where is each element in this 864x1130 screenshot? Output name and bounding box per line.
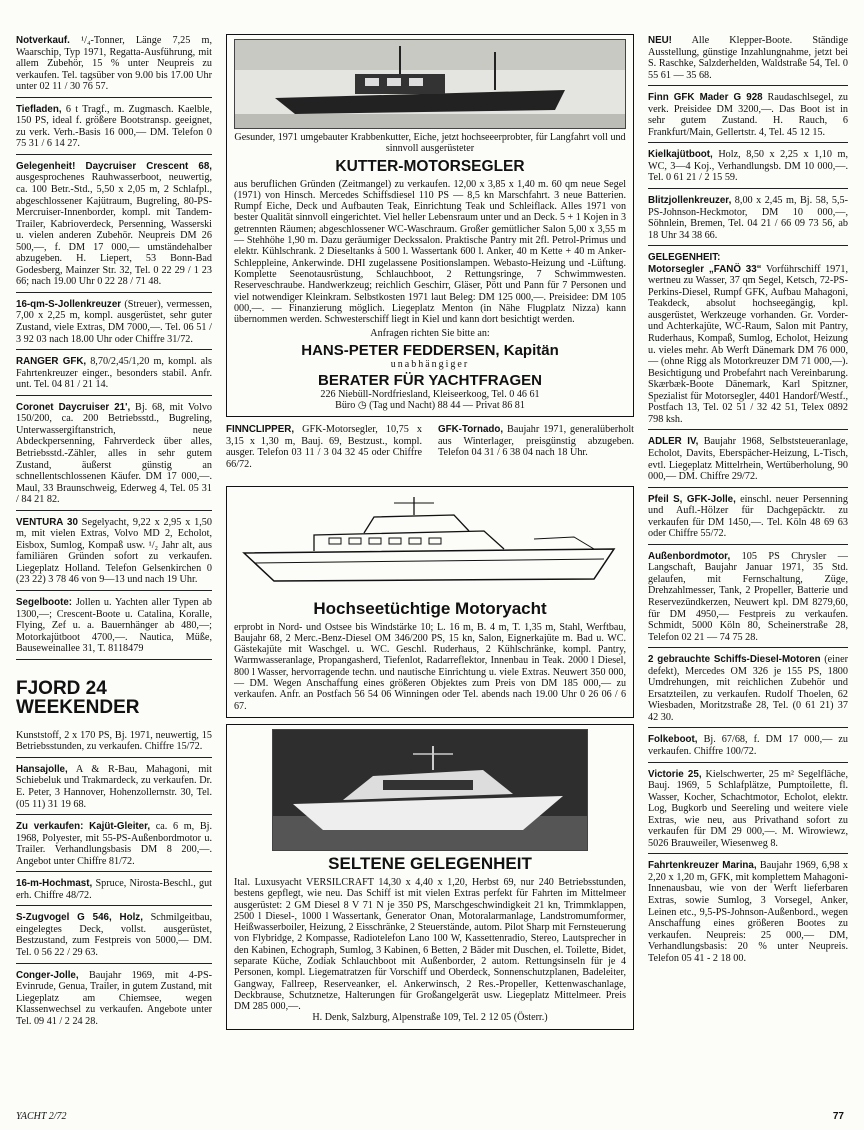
classified-ad <box>16 401 212 511</box>
magazine-issue-label: YACHT 2/72 <box>16 1111 67 1122</box>
classified-ad <box>648 859 848 968</box>
ad-heading: Fahrtenkreuzer Marina, <box>648 860 757 872</box>
ad-heading: Zu verkaufen: Kajüt-Gleiter, <box>16 821 151 833</box>
ad-body: Schmilgeitbau, eingelegtes Deck, vollst. ausgerüstet, Bestzustand, zum Festpreis von 5000,— DM. Tel. 0 56 22 / 29 63. <box>16 912 212 958</box>
classified-ad <box>648 733 848 762</box>
ad-heading: Victorie 25, <box>648 768 702 780</box>
yacht-photo <box>272 729 588 851</box>
ad-heading: Blitzjollenkreuzer, <box>648 195 732 207</box>
ad-body: Bj. 67/68, f. DM 17 000,— zu verkaufen. Chiffre 100/72. <box>648 734 848 757</box>
versilcraft-title: SELTENE GELEGENHEIT <box>328 853 532 873</box>
mid-pair-ads <box>226 423 634 479</box>
kutter-ad-box <box>226 34 634 417</box>
classified-ad <box>16 969 212 1032</box>
boat-photo <box>234 39 626 129</box>
kutter-independent: unabhängiger <box>390 358 470 370</box>
ad-body: Jollen u. Yachten aller Typen ab 1300,—; Crescent-Boote u. Catalina, Koralle, Flying, Zef u. a. Bauernhänger ab 480,—; Motorkajütboot 4700,—. Nautica, Müße, Bauseweinallee 31, T. 8118479 <box>16 596 212 655</box>
ad-body: A & R-Bau, Mahagoni, mit Schiebeluk und Trakmardeck, zu verkaufen. Dr. E. Peter, 3 Hannover, Hohenzollernstr. 30, Tel. (05 11) 31 19 68. <box>16 763 212 810</box>
ad-body: Spruce, Nirosta-Beschl., gut erh. Chiffre 48/72. <box>16 878 212 901</box>
ad-body: Bj. 68, mit Volvo 150/200, ca. 200 Betriebsstd., Bugreling, Unterwassergiftanstrich, neue Abdeckpersenning, Fahrverdeck über alles, Betriebsstd.-Zähler, alles in sehr gutem Zustand, äußerst günstig an schnellentschlossenen Käufer. DM 17 000,—. Maul, 33 Braunschweig, Ederweg 4, Tel. 05 31 / 84 21 82. <box>16 401 212 506</box>
ad-body: Segelyacht, 9,22 x 2,95 x 1,50 m, mit vielen Extras, Volvo MD 2, Echolot, Eisbox, Sumlog, Kompaß usw. ¹/₂ Jahr alt, aus familiären Gründen sofort zu verkaufen. Liegeplatz Holland. Telefon Gelsenkirchen 0 (23 22) 3 78 46 von 9—13 und nach 19 Uhr. <box>16 516 212 586</box>
ad-heading: Gelegenheit! Daycruiser Crescent 68, <box>16 160 212 172</box>
ad-heading: Segelboote: <box>16 596 73 608</box>
ad-heading: GELEGENHEIT: Motorsegler „FANÖ 33“ <box>648 252 762 275</box>
ad-heading: Hansajolle, <box>16 763 68 775</box>
ad-body: GFK-Motorsegler, 10,75 x 3,15 x 1,30 m, Bauj. 69, Bestzust., kompl. ausger. Telefon 03 11 / 3 04 32 45 oder Chiffre 66/72. <box>226 424 422 470</box>
classified-ad <box>648 435 848 487</box>
ad-heading: FINNCLIPPER, <box>226 424 295 436</box>
ad-body: (einer defekt), Mercedes OM 326 je 155 PS, 1800 Umdrehungen, mit reichlichen Zubehör und Ersatzteilen, zu verkaufen. Rudolf Thoelen, 62 Wiesbaden, Moritzstraße 28, Tel. (0 61 21) 37 42 30. <box>648 654 848 723</box>
fjord-body: Kunststoff, 2 x 170 PS, Bj. 1971, neuwertig, 15 Betriebsstunden, zu verkaufen. Chiffre 15/72. <box>16 729 212 753</box>
ad-body: 8,00 x 2,45 m, Bj. 58, 5,5-PS-Johnson-Heckmotor, DM 10 000,—, Söhnlein, Bremen, Tel. 04 21 / 66 09 73 56, ab 18 Uhr 34 38 66. <box>648 195 848 241</box>
classified-ad <box>648 194 848 246</box>
ad-body: Alle Klepper-Boote. Ständige Ausstellung, günstige Inzahlungnahme, jetzt bei S. Raschke, Salzderhelden, Waldstraße 54, Tel. 0 55 61 — 35 68. <box>648 35 848 81</box>
fjord-title: FJORD 24 WEEKENDER <box>16 678 140 719</box>
ad-body: Raudaschlsegel, zu verk. Preisidee DM 3200,—. Das Boot ist in sehr gutem Zustand. H. Rauch, 6 Frankfurt/Main, Gellertstr. 4, Tel. 45 12 15. <box>648 92 848 138</box>
kutter-contact-name: HANS-PETER FEDDERSEN, Kapitän <box>301 341 559 359</box>
motoryacht-ad-box <box>226 486 634 718</box>
ad-heading: Finn GFK Mader G 928 <box>648 92 763 104</box>
ad-body: einschl. neuer Persenning und Aufl.-Hölzer für Dachgepäcktr. zu verkaufen für DM 1450,—. Tel. Köln 48 69 63 oder Chiffre 55/72. <box>648 493 848 540</box>
ad-body: Kielschwerter, 25 m² Segelfläche, Bauj. 1969, 5 Schlafplätze, Pumptoilette, fl. Wasser, Kocher, Schachtmotor, Echolot, elektr. Log, Bugkorb und Seereling und weitere viele Extras, wie neu, aus Privathand sofort zu verkaufen für DM 29 000,—. M. Wirowiewz, 5026 Brauweiler, Wiesenweg 8. <box>648 768 848 849</box>
classified-ad <box>438 423 634 474</box>
classified-ad <box>648 550 848 648</box>
classified-ad <box>648 148 848 189</box>
classified-ad <box>16 34 212 98</box>
ad-body: 6 t Tragf., m. Zugmasch. Kaelble, 150 PS, ideal f. größere Bootstransp. geeignet, zu verk. Verh.-Basis 16 000,— DM. Telefon 0 75 31 / 6 14 27. <box>16 103 212 150</box>
classified-ad <box>16 877 212 906</box>
classified-ad <box>648 768 848 855</box>
ad-body: ausgesprochenes Rauhwasserboot, neuwertig, ca. 100 Betr.-Std., 5,50 x 2,05 m, 2 Schlafpl., abgeschlossener Kajütraum, Bugreling, 80-PS-Mercruiser-Innenborder, kompl. mit Tandem-Trailer, Kabrioverdeck, Persenning, Wasserski u. vielen anderen Zubehör. Neupreis DM 26 500,—, f. DM 17 000,— umständehalber abzugeben. H. Liepert, 53 Bonn-Bad Godesberg, Mainzer Str. 32, Tel. 0 22 29 / 1 23 66; nach 19.00 Uhr 0 22 28 / 71 48. <box>16 172 212 288</box>
ad-body: 8,70/2,45/1,20 m, kompl. als Fahrtenkreuzer einger., besonders stabil. Anfr. unt. Tel. 04 81 / 21 14. <box>16 356 212 391</box>
versilcraft-contact: H. Denk, Salzburg, Alpenstraße 109, Tel. 2 12 05 (Österr.) <box>312 1012 548 1024</box>
classified-ad <box>16 763 212 815</box>
classified-ad <box>648 493 848 545</box>
ad-heading: RANGER GFK, <box>16 356 87 368</box>
ad-heading: Tiefladen, <box>16 103 62 115</box>
ad-heading: Pfeil S, GFK-Jolle, <box>648 493 736 505</box>
ad-heading: 16-m-Hochmast, <box>16 878 93 890</box>
ad-body: Vorführschiff 1971, wertneu zu Wasser, 37 qm Segel, Ketsch, 72-PS-Perkins-Diesel, Rumpf GFK, Aufbau Mahagoni, Teakdeck, absolut hochseegängig, kpl. ausgerüstet, Werkzeuge vorhanden. Gr. Vorder- und Achterkajüte, WC-Raum, Salon mit Pantry, Ruderhaus, Kompaß, Sumlog, Echolot, Heizung u. vieles mehr. Ab Werft Dänemark DM 76 000,— (ohne Rigg als Motorkreuzer DM 71 000,—). Besichtigung und Probefahrt nach Vereinbarung. Skærbæk-Boote Dänemark, Karl Spitzner, Spezialist für Motorsegler, 4401 Handorf/Westf., Postfach 13, Tel. 02 51 / 32 42 51, Telex 0892 798 ksh. <box>648 263 848 425</box>
motoryacht-body: erprobt in Nord- und Ostsee bis Windstärke 10; L. 16 m, B. 4 m, T. 1,35 m, Stahl, Werftbau, Baujahr 68, 2 Merc.-Benz-Diesel OM 346/200 PS, 15 kn, Salon, Eignerkajüte m. Bad u. WC. Gästekajüte mit Waschgel. u. WC. Geschl. Ruderhaus, 2 Kühlschränke, kompl. Pantry, Warmwasseranlage, Propangasherd, Tiefenlot, Radarreflektor, Innenbau in Teak. 2000 l Diesel, 800 l Wasser, hervorragende techn. und nautische Einrichtung u. viele Extras. Neuwert 350 000,— DM. Wegen Anschaffung eines größeren Objektes zum Preis von DM 185 000,— zu verkaufen. Anfr. an Postfach 56 54 06 Winningen oder Tel. abends nach 19.00 Uhr 0 26 06 / 6 67. <box>234 621 626 712</box>
ad-heading: Conger-Jolle, <box>16 969 79 981</box>
ad-heading: 16-qm-S-Jollenkreuzer <box>16 298 122 310</box>
classified-ad <box>648 251 848 430</box>
ad-heading: GFK-Tornado, <box>438 424 504 436</box>
motoryacht-drawing <box>234 491 626 591</box>
left-column <box>16 34 212 1036</box>
classified-ad <box>16 596 212 660</box>
kutter-caption: Gesunder, 1971 umgebauter Krabbenkutter, Eiche, jetzt hochseeerprobter, für Langfahrt voll und sinnvoll ausgerüsteter <box>234 132 626 155</box>
ad-heading: Außenbordmotor, <box>648 550 731 562</box>
fjord-ad <box>16 665 212 758</box>
ad-heading: Folkeboot, <box>648 734 698 746</box>
classified-ad <box>226 423 422 474</box>
motoryacht-title: Hochseetüchtige Motoryacht <box>313 598 547 618</box>
luxury-yacht-image <box>273 730 588 850</box>
classified-ad <box>16 103 212 155</box>
ad-body: ca. 6 m, Bj. 1968, Polyester, mit 55-PS-Außenbordmotor u. Trailer. Verhandlungsbasis DM 8 200,—. Angebot unter Chiffre 81/72. <box>16 821 212 867</box>
middle-column <box>226 34 634 1036</box>
ad-heading: ADLER IV, <box>648 436 699 448</box>
kutter-address: 226 Niebüll-Nordfriesland, Kleiseerkoog, Tel. 0 46 61 Büro ◷ (Tag und Nacht) 88 44 — Privat 86 81 <box>320 388 540 412</box>
ad-body: 105 PS Chrysler — Langschaft, Baujahr Januar 1971, 35 Std. gelaufen, mit Fernschaltung, Züge, Drehzahlmesser, Tank, 2 Propeller, Batterie und Reservezündkerzen, Neuwert kpl. DM 8279,60, für DM 4950,— Festpreis zu verkaufen. Schmidt, 5000 Köln 80, Scheinerstraße 28, Telefon 02 21 — 74 75 28. <box>648 550 848 643</box>
ad-heading: NEU! <box>648 35 672 46</box>
ad-body: ¹/₄-Tonner, Länge 7,25 m, Waarschip, Typ 1971, Regatta-Ausführung, mit allem Zubehör, 15 % unter Neupreis zu verkaufen. Tel. tagsüber von 9.00 bis 17.00 Uhr unter 02 11 / 30 76 57. <box>16 35 212 93</box>
classified-ad <box>16 911 212 963</box>
kutter-title: KUTTER-MOTORSEGLER <box>335 157 525 175</box>
classified-ad <box>648 34 848 86</box>
ad-body: Baujahr 1969, 6,98 x 2,20 x 1,20 m, GFK, mit komplettem Mahagoni-Innenausbau, wie von der Werft lieferbaren Extras, sowie Sumlog, 3 Vorsegel, Anker, Leinen etc., 9,5-PS-Johnson-Außenbord., wegen Anschaffung eines größeren Bootes zu verkaufen. Neupreis: 25 000,— DM, Verhandlungsbasis: 20 % unter Neupreis. Telefon 05 41 - 2 18 00. <box>648 860 848 964</box>
ad-heading: 2 gebrauchte Schiffs-Diesel-Motoren <box>648 654 821 666</box>
kutter-firm: BERATER FÜR YACHTFRAGEN <box>318 371 542 389</box>
ad-body: Baujahr 1968, Selbststeueranlage, Echolot, Davits, Eberspächer-Heizung, L-Tisch, evtl. Liegeplatz Mittelrhein, Wertüberholung, 90 000,— DM. Chiffre 29/72. <box>648 436 848 483</box>
classified-ad <box>648 91 848 143</box>
ad-body: Baujahr 1971, generalüberholt aus Winterlager, preisgünstig abzugeben. Telefon 04 31 / 6 38 04 nach 18 Uhr. <box>438 424 634 459</box>
classified-ad <box>16 516 212 591</box>
ad-body: Holz, 8,50 x 2,25 x 1,10 m, WC, 3—4 Koj., Verhandlungsb. DM 10 000,—. Tel. 0 61 21 / 2 15 59. <box>648 149 848 184</box>
classified-ad <box>16 298 212 350</box>
ad-heading: VENTURA 30 <box>16 516 78 528</box>
ad-body: (Streuer), vermessen, 7,00 x 2,25 m, kompl. ausgerüstet, sehr guter Zustand, viele Extras, DM 7000,—. Tel. 06 51 / 3 92 03 nach 18.00 Uhr oder Chiffre 31/72. <box>16 298 212 345</box>
kutter-ask: Anfragen richten Sie bitte an: <box>370 328 490 340</box>
classified-ad <box>16 160 212 293</box>
cutter-boat-image <box>235 40 626 128</box>
ad-body: Baujahr 1969, mit 4-PS-Evinrude, Genua, Trailer, in gutem Zustand, mit Liegeplatz am Chiemsee, wegen Klassenwechsel zu verkaufen. Angebote unter Tel. 09 41 / 2 24 28. <box>16 969 212 1027</box>
classified-ad <box>16 820 212 872</box>
classified-ad <box>648 653 848 728</box>
ad-heading: S-Zugvogel G 546, Holz, <box>16 912 143 924</box>
ad-heading: Notverkauf. <box>16 35 70 46</box>
right-column <box>648 34 848 973</box>
ad-heading: Kielkajütboot, <box>648 149 713 161</box>
ad-heading: Coronet Daycruiser 21', <box>16 401 131 413</box>
kutter-body: aus beruflichen Gründen (Zeitmangel) zu verkaufen. 12,00 x 3,85 x 1,40 m. 60 qm neue Segel (1971) von Hinsch. Mercedes Schiffsdiesel 110 PS — 8,5 kn Marschfahrt. 3 neue Batterien. Rumpf Eiche, Deck und Aufbauten Teak, Einrichtung Teak und Schleiflack. Alles 1971 von bester Qualität sinnvoll eingerichtet. Viel heller Lebensraum unter und an Deck. 5 + 1 Kojen in 3 getrennten Räumen; abgeschlossener WC-Waschraum. Großer gemütlicher Salon 5,00 x 3,55 m — Stehhöhe 1,90 m. Dazu geräumiger Deckssalon. Praktische Pantry mit 2fl. Petrol-Primus und elektr. Kühlschrank. 2 Dieseltanks à 500 l. Wassertank 600 l. Anker, 40 m Kette + 40 m Anker-Schleppleine, Ankerwinde. DHI zugelassene Positionslampen. Webasto-Heizung und -Lüftung. Komplette Seenotausrüstung, Schlauchboot, 2 Rettungsringe, 7 Schwimmwesten. Reserveschraube. Handwerkzeug; reichlich Geschirr, Gläser, Pött und Pann für 7 Personen und viel notwendiger Kleinkram. Selbstkosten 1971 laut Beleg: DM 125 000,—. Preisidee: DM 105 000,—. — Finanzierung möglich. Liegeplatz Menton (in Nähe Flugplatz Nizza) kann übernommen werden. Schwesterschiff liegt in Kiel und kann dort besichtigt werden. <box>234 178 626 326</box>
versilcraft-ad-box <box>226 724 634 1030</box>
versilcraft-body: Ital. Luxusyacht VERSILCRAFT 14,30 x 4,40 x 1,20, Herbst 69, nur 240 Betriebsstunden, bestens gepflegt, wie neu. Das Schiff ist mit vielen Extras perfekt für Fahrten im Mittelmeer ausgerüstet: 2 GM Diesel 8 V 71 N je 350 PS, Marschgeschwindigkeit 21 kn, Trimmklappen, 2500 l Diesel-, 1000 l Wassertank, Generator Onan, Motoralarmanlage, Landstromumformer, Heißwasserboiler, Heizung, 2 Eisschränke, 2 Steuerstände, autom. Pilot Sharp mit Fernsteuerung von Flybridge, 2 Kompasse, Radiotelefon Lano 100 W, Kassettenradio, Stereo, Lautsprecher in den Kabinen, Echograph, Sumlog, 3 Kabinen, 6 Betten, 2 Bäder mit Duschen, el. Toilette, Bidet, separate Küche, Zodiak Schlauchboot mit Außenborder, 2 autom. Rettungsinseln für je 4 Personen, kompl. Liegematratzen für Vorschiff und Oberdeck, Sonnenschutzplanen, Badeleiter, Gangway, Fallreep, Reserveanker, el. Ankerwinsch, 2 Res.-Propeller, Kettenwaschanlage, Deckbrause, Schutznetze, Halterungen für Großangelgerät usw. Liegeplatz Mittelmeer. Preis DM 285 000,—. <box>234 876 626 1013</box>
classified-ad <box>16 355 212 396</box>
page-number: 77 <box>832 1111 844 1122</box>
